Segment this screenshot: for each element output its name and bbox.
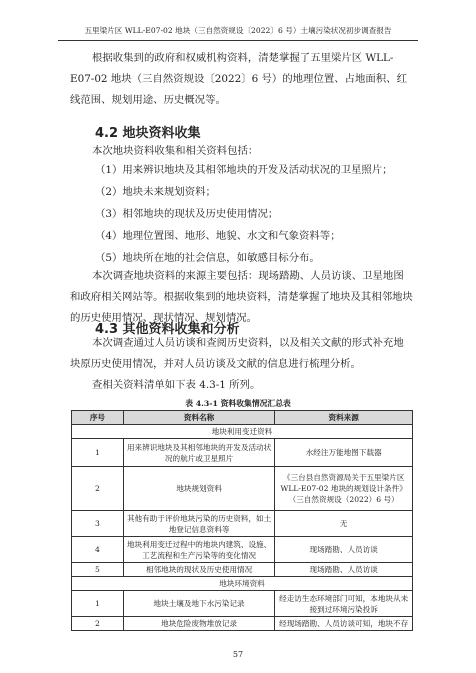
row-name: 地块利用变迁过程中的地块内建筑、设施、工艺流程和生产污染等的变化情况 <box>123 537 275 563</box>
row-source: 水经注万能地图下载器 <box>275 439 413 467</box>
row-number: 1 <box>72 591 124 617</box>
table-row <box>72 439 413 467</box>
row-name: 地块土壤及地下水污染记录 <box>123 591 275 617</box>
list-item: （2）地块未来规划资料； <box>95 186 216 198</box>
table-group-row <box>72 425 413 439</box>
list-item: （4）地理位置图、地形、地貌、水文和气象资料等； <box>95 230 341 242</box>
section-4-2-summary: 本次调查地块资料的来源主要包括：现场踏勘、人员访谈、卫星地图和政府相关网站等。根据收集到的地块资料，清楚掌握了地块及其相邻地块的历史使用情况、现状情况、规划情况。 <box>70 270 413 324</box>
row-source: 《三台县自然资源局关于五里梁片区 WLL-E07-02 地块的规划设计条件》（三自然资规设（2022）6 号） <box>275 467 413 511</box>
page-header: 五里梁片区 WLL-E07-02 地块（三自然资规设〔2022〕6 号）土壤污染状况初步调查报告 <box>58 24 418 41</box>
table-row <box>72 537 413 563</box>
row-number: 3 <box>72 511 124 537</box>
section-4-3-title: 4.3 其他资料收集和分析 <box>95 322 240 337</box>
list-item: （3）相邻地块的现状及历史使用情况； <box>95 208 279 220</box>
row-number: 5 <box>72 563 124 577</box>
row-number: 2 <box>72 617 124 631</box>
row-number: 2 <box>72 467 124 511</box>
list-item: （1）用来辨识地块及其相邻地块的开发及活动状况的卫星照片； <box>95 164 393 176</box>
row-name: 其他有助于评价地块污染的历史资料，如土地登记信息资料等 <box>123 511 275 537</box>
group-label: 地块环境资料 <box>72 577 413 591</box>
table-row <box>72 511 413 537</box>
row-number: 1 <box>72 439 124 467</box>
header-cell: 资料来源 <box>275 411 413 425</box>
row-source: 现场踏勘、人员访谈 <box>275 563 413 577</box>
page-number: 57 <box>232 650 244 659</box>
row-name: 地块规划资料 <box>123 467 275 511</box>
row-source: 经现场踏勘、人员访谈可知，地块不存 <box>275 617 413 631</box>
intro-paragraph: 根据收集到的政府和权威机构资料，清楚掌握了五里梁片区 WLL-E07-02 地块（三自然资规设〔2022〕6 号）的地理位置、占地面积、红线范围、规划用途、历史概况等。 <box>70 52 407 106</box>
table-header-row <box>72 411 413 425</box>
section-4-2-lead: 本次地块资料收集和相关资料包括： <box>92 145 259 157</box>
table-row <box>72 617 413 631</box>
table-caption: 表 4.3-1 资料收集情况汇总表 <box>185 399 291 408</box>
table-row <box>72 467 413 511</box>
data-collection-table <box>71 410 413 631</box>
row-number: 4 <box>72 537 124 563</box>
header-cell: 序号 <box>72 411 124 425</box>
row-name: 用来辨识地块及其相邻地块的开发及活动状况的航片或卫星照片 <box>123 439 275 467</box>
list-item: （5）地块所在地的社会信息，如敏感目标分布。 <box>95 252 320 264</box>
row-source: 经走访生态环境部门可知，本地块从未接到过环境污染投诉 <box>275 591 413 617</box>
header-cell: 资料名称 <box>123 411 275 425</box>
row-name: 相邻地块的现状及历史使用情况 <box>123 563 275 577</box>
row-source: 现场踏勘、人员访谈 <box>275 537 413 563</box>
section-4-3-body: 本次调查通过人员访谈和查阅历史资料，以及相关文献的形式补充地块原历史使用情况，并对人员访谈及文献的信息进行梳理分析。 <box>70 337 404 370</box>
table-reference: 查相关资料清单如下表 4.3-1 所列。 <box>92 379 261 391</box>
table-row <box>72 563 413 577</box>
group-label: 地块利用变迁资料 <box>72 425 413 439</box>
section-4-2-title: 4.2 地块资料收集 <box>95 126 201 141</box>
row-name: 地块危险废物堆放记录 <box>123 617 275 631</box>
table-row <box>72 591 413 617</box>
row-source: 无 <box>275 511 413 537</box>
table-group-row <box>72 577 413 591</box>
